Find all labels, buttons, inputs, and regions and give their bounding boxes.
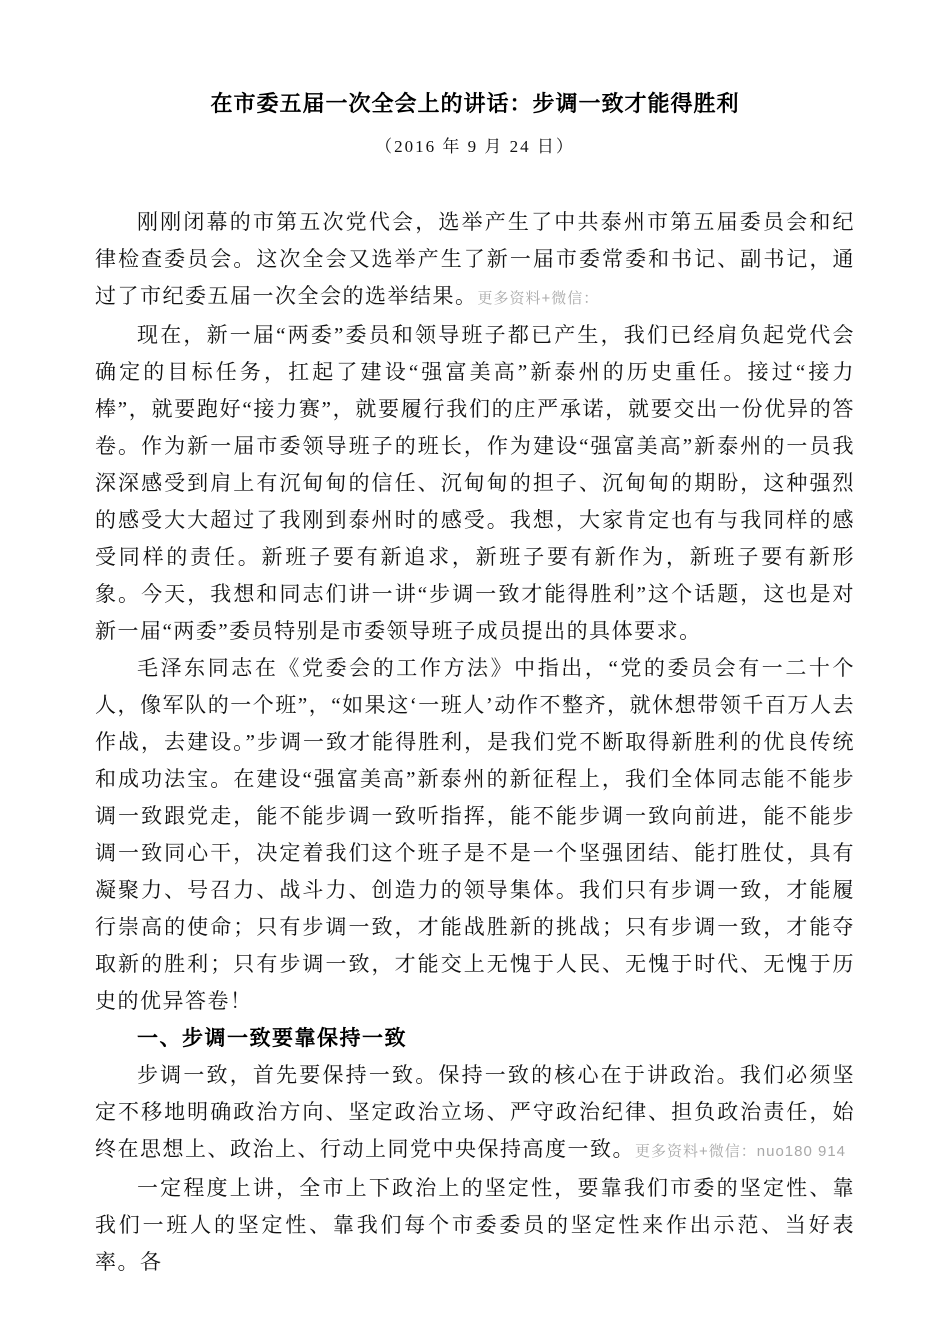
paragraph-3	[95, 650, 855, 1020]
paragraph-1-text: 刚刚闭幕的市第五次党代会，选举产生了中共泰州市第五届委员会和纪律检查委员会。这次全会又选举产生了新一届市委常委和书记、副书记，通过了市纪委五届一次全会的选举结果。	[95, 210, 855, 308]
paragraph-5-text: 一定程度上讲，全市上下政治上的坚定性，要靠我们市委的坚定性、靠我们一班人的坚定性、靠我们每个市委委员的坚定性来作出示范、当好表率。各	[95, 1176, 855, 1274]
section-heading-1: 一、步调一致要靠保持一致	[137, 1027, 407, 1050]
paragraph-4	[95, 1057, 855, 1170]
paragraph-1	[95, 204, 855, 317]
paragraph-4-text: 步调一致，首先要保持一致。保持一致的核心在于讲政治。我们必须坚定不移地明确政治方向、坚定政治立场、严守政治纪律、担负政治责任，始终在思想上、政治上、行动上同党中央保持高度一致。	[95, 1063, 855, 1161]
document-body	[95, 204, 855, 1281]
paragraph-5	[95, 1170, 855, 1281]
paragraph-2	[95, 317, 855, 650]
paragraph-3-text: 毛泽东同志在《党委会的工作方法》中指出，“党的委员会有一二十个人，像军队的一个班”，“如果这‘一班人’动作不整齐，就休想带领千百万人去作战，去建设。”步调一致才能得胜利，是我们党不断取得新胜利的优良传统和成功法宝。在建设“强富美高”新泰州的新征程上，我们全体同志能不能步调一致跟党走，能不能步调一致听指挥，能不能步调一致向前进，能不能步调一致同心干，决定着我们这个班子是不是一个坚强团结、能打胜仗，具有凝聚力、号召力、战斗力、创造力的领导集体。我们只有步调一致，才能履行崇高的使命；只有步调一致，才能战胜新的挑战；只有步调一致，才能夺取新的胜利；只有步调一致，才能交上无愧于人民、无愧于时代、无愧于历史的优异答卷！	[95, 656, 855, 1013]
watermark-wechat-2: 更多资料+微信：nuo180 914	[635, 1143, 847, 1160]
document-title: 在市委五届一次全会上的讲话：步调一致才能得胜利	[210, 91, 740, 116]
paragraph-2-text: 现在，新一届“两委”委员和领导班子都已产生，我们已经肩负起党代会确定的目标任务，扛起了建设“强富美高”新泰州的历史重任。接过“接力棒”，就要跑好“接力赛”，就要履行我们的庄严承诺，就要交出一份优异的答卷。作为新一届市委领导班子的班长，作为建设“强富美高”新泰州的一员我深深感受到肩上有沉甸甸的信任、沉甸甸的担子、沉甸甸的期盼，这种强烈的感受大大超过了我刚到泰州时的感受。我想，大家肯定也有与我同样的感受同样的责任。新班子要有新追求，新班子要有新作为，新班子要有新形象。今天，我想和同志们讲一讲“步调一致才能得胜利”这个话题，这也是对新一届“两委”委员特别是市委领导班子成员提出的具体要求。	[95, 323, 855, 643]
document-date: （2016 年 9 月 24 日）	[375, 137, 575, 156]
watermark-wechat-1: 更多资料+微信：	[477, 290, 600, 307]
